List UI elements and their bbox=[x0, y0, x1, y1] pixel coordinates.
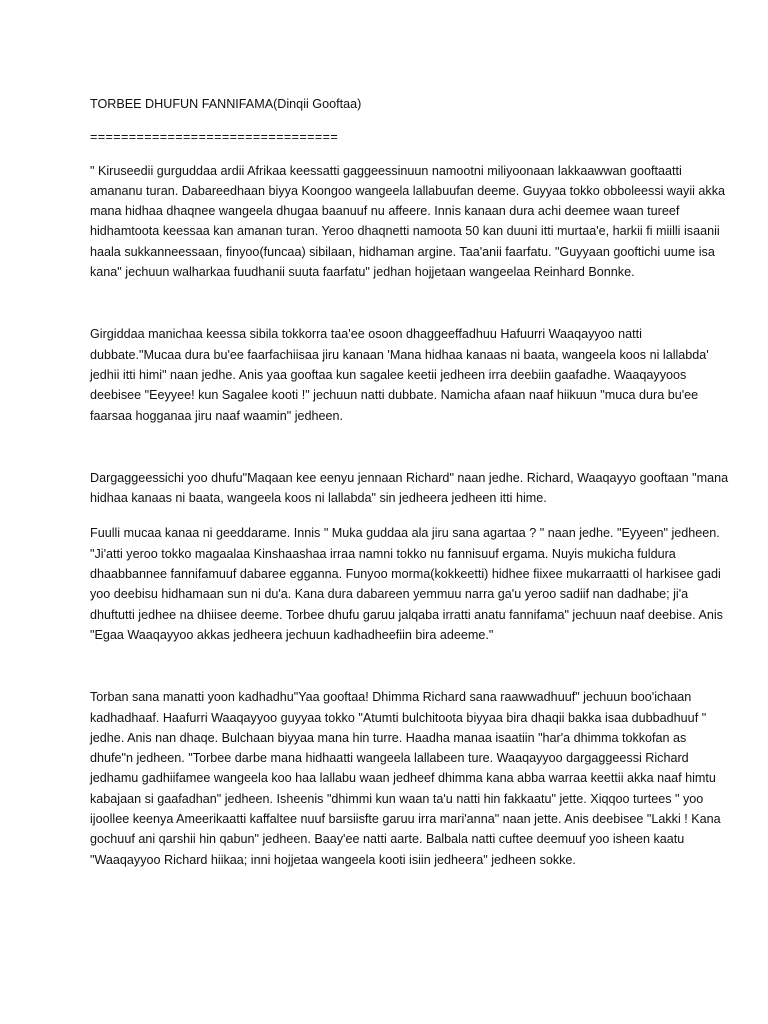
document-page bbox=[90, 94, 730, 870]
paragraph-1: " Kiruseedii gurguddaa ardii Afrikaa keessatti gaggeessinuun namootni miliyoonaan lakkaawwan gooftaatti amananu turan. Dabareedhaan biyya Koongoo wangeela lallabuufan deeme. Guyyaa tokko obboleessi wayii akka mana hidhaa dhaqnee wangeela dhugaa baanuuf nu affeere. Innis kanaan dura achi deemee waan tureef hidhamtoota keessaa kan amanan turan. Yeroo dhaqnetti namoota 50 kan duuni itti murtaa'e, harkii fi miilli isaanii haala sukkanneessaan, finyoo(funcaa) sibilaan, hidhaman argine. Taa'anii faarfatu. "Guyyaan gooftichi uume isa kana" jechuun walharkaa fuudhanii suuta faarfatu" jedhan hojjetaan wangeelaa Reinhard Bonnke. bbox=[90, 163, 726, 280]
paragraph-4: Fuulli mucaa kanaa ni geeddarame. Innis " Muka guddaa ala jiru sana agartaa ? " naan jedhe. "Eyyeen" jedheen. "Ji'atti yeroo tokko magaalaa Kinshaashaa irraa namni tokko nu fannisuuf ergama. Nuyis mukicha fuldura dhaabbannee fannifamuuf dabaree egganna. Funyoo morma(kokkeetti) hidhee fiixee mukarraatti ol harkisee gadi yoo deebisu hidhamaan sun ni du'a. Kana dura dabareen yemmuu narra ga'u yeroo sadiif nan dadhabe; ji'a dhuftutti jedhee na dhiisee deeme. Torbee dhufu garuu jalqaba irratti anatu fannifama" jechuun naaf deebise. Anis "Egaa Waaqayyoo akkas jedheera jechuun kadhadheefiin bira adeeme." bbox=[90, 526, 723, 642]
paragraph-2: Girgiddaa manichaa keessa sibila tokkorra taa'ee osoon dhaggeeffadhuu Hafuurri Waaqayyoo natti dubbate."Mucaa dura bu'ee faarfachiisaa jiru kanaan 'Mana hidhaa kanaas ni baata, wangeela koos ni lallabda' jedhii itti himi" naan jedhe. Anis yaa gooftaa kun sagalee keetii jedheen irra deebiin gaafadhe. Waaqayyoos deebisee "Eeyyee! kun Sagalee kooti !" jechuun natti dubbate. Namicha afaan naaf hiikuun "muca dura bu'ee faarsaa hogganaa jiru naaf waamin" jedheen. bbox=[90, 327, 709, 423]
paragraph-5: Torban sana manatti yoon kadhadhu"Yaa gooftaa! Dhimma Richard sana raawwadhuuf" jechuun boo'ichaan kadhadhaaf. Haafurri Waaqayyoo guyyaa tokko "Atumti bulchitoota biyyaa bira dhaqii bakka isaa dubbadhuuf " jedhe. Anis nan dhaqe. Bulchaan biyyaa mana hin turre. Haadha manaa isaatiin "har'a dhimma tokkofan as dhufe"n jedheen. "Torbee darbe mana hidhaatti wangeela lallabeen ture. Waaqayyoo dargaggeessi Richard jedhamu gadhiifamee wangeela koo haa lallabu waan jedheef dhimma kana abba warraa keettii akka naaf himtu kabajaan si gaafadhan" jedheen. Isheenis "dhimmi kun waan ta'u natti hin fakkaatu" jette. Xiqqoo turtees " yoo ijoollee keenya Ameerikaatti kaffaltee nuuf barsiisfte garuu irra mari'anna" naan jette. Anis deebisee "Lakki ! Kana gochuuf ani qarshii hin qabun" jedheen. Baay'ee natti aarte. Balbala natti cuftee deemuuf yoo isheen kaatu "Waaqayyoo Richard hiikaa; inni hojjetaa wangeela kooti isiin jedheera" jedheen sokke. bbox=[90, 690, 721, 867]
document-title: TORBEE DHUFUN FANNIFAMA(Dinqii Gooftaa) bbox=[90, 97, 362, 111]
paragraph-3: Dargaggeessichi yoo dhufu"Maqaan kee eenyu jennaan Richard" naan jedhe. Richard, Waaqayyo gooftaan "mana hidhaa kanaas ni baata, wangeela koos ni lallabda" sin jedheera jedheen itti hime. bbox=[90, 470, 729, 506]
title-separator: ================================ bbox=[90, 130, 339, 145]
